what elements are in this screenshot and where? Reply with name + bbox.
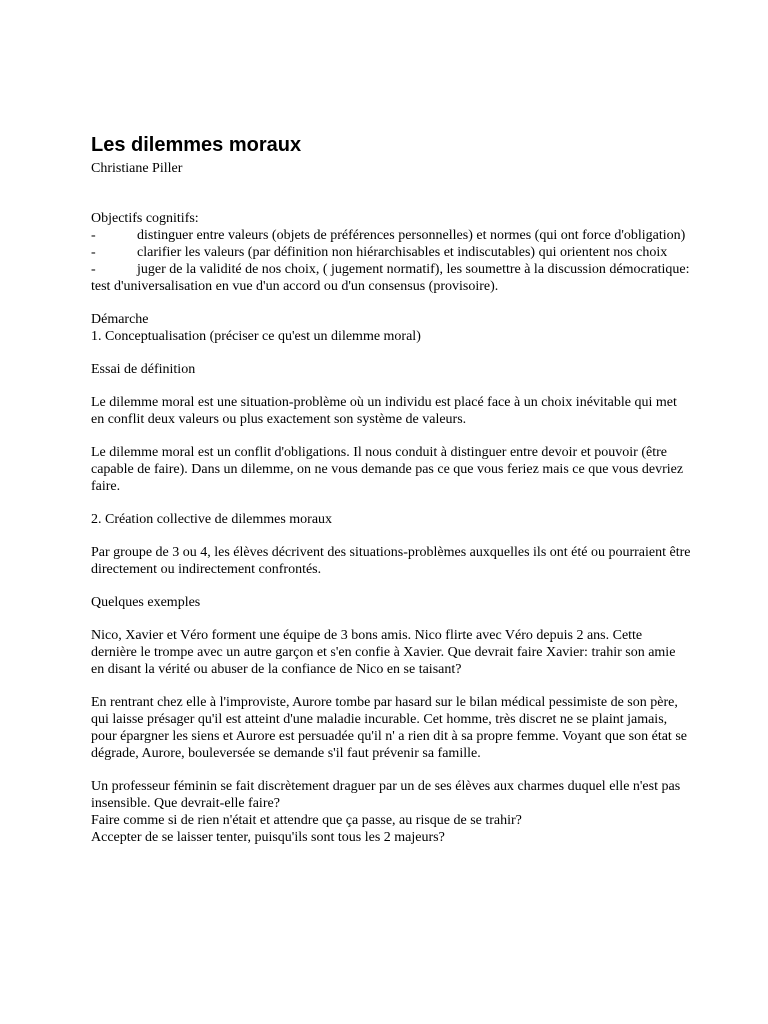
bullet-dash: - xyxy=(91,228,96,243)
example-3-line: Un professeur féminin se fait discrètement draguer par un de ses élèves aux charmes duquel elle n'est pas insensible. Que devrait-elle faire? xyxy=(91,779,681,811)
definition-paragraph-2: Le dilemme moral est un conflit d'obligations. Il nous conduit à distinguer entre devoir et pouvoir (être capable de faire). Dans un dilemme, on ne vous demande pas ce que vous feriez mais ce que vous devriez faire. xyxy=(91,445,684,494)
objective-item xyxy=(91,244,691,261)
objective-text: distinguer entre valeurs (objets de préférences personnelles) et normes (qui ont force d'obligation) xyxy=(137,228,686,243)
objective-item xyxy=(91,227,691,244)
step-2-heading: 2. Création collective de dilemmes moraux xyxy=(91,512,333,527)
example-paragraph-1: Nico, Xavier et Véro forment une équipe de 3 bons amis. Nico flirte avec Véro depuis 2 ans. Cette dernière le trompe avec un autre garçon et s'en confie à Xavier. Que devrait faire Xavier: trahir son amie en disant la vérité ou abuser de la confiance de Nico en se taisant? xyxy=(91,628,676,677)
example-3-line: Accepter de se laisser tenter, puisqu'ils sont tous les 2 majeurs? xyxy=(91,830,445,845)
example-paragraph-2: En rentrant chez elle à l'improviste, Aurore tombe par hasard sur le bilan médical pessimiste de son père, qui laisse présager qu'il est atteint d'une maladie incurable. Cet homme, très discret ne se plaint jamais, pour épargner les siens et Aurore est persuadée qu'il n' a rien dit à sa propre femme. Voyant que son état se dégrade, Aurore, bouleversée se demande s'il faut prévenir sa famille. xyxy=(91,695,687,761)
step-1-heading: 1. Conceptualisation (préciser ce qu'est un dilemme moral) xyxy=(91,329,421,344)
objective-item xyxy=(91,261,691,295)
objective-text: juger de la validité de nos choix, ( jugement normatif), les soumettre à la discussion démocratique: test d'universalisation en vue d'un accord ou d'un consensus (provisoire). xyxy=(91,262,690,294)
bullet-dash: - xyxy=(91,262,96,277)
document-title: Les dilemmes moraux xyxy=(91,134,302,156)
definition-paragraph-1: Le dilemme moral est une situation-problème où un individu est placé face à un choix inévitable qui met en conflit deux valeurs ou plus exactement son système de valeurs. xyxy=(91,395,677,427)
examples-heading: Quelques exemples xyxy=(91,595,201,610)
definition-heading: Essai de définition xyxy=(91,362,196,377)
objectives-heading: Objectifs cognitifs: xyxy=(91,211,199,226)
document-author: Christiane Piller xyxy=(91,161,183,176)
demarche-heading: Démarche xyxy=(91,312,149,327)
example-3-line: Faire comme si de rien n'était et attendre que ça passe, au risque de se trahir? xyxy=(91,813,522,828)
groups-paragraph: Par groupe de 3 ou 4, les élèves décrivent des situations-problèmes auxquelles ils ont été ou pourraient être directement ou indirectement confrontés. xyxy=(91,545,691,577)
objective-text: clarifier les valeurs (par définition non hiérarchisables et indiscutables) qui orientent nos choix xyxy=(137,245,668,260)
document-page xyxy=(91,132,691,846)
bullet-dash: - xyxy=(91,245,96,260)
